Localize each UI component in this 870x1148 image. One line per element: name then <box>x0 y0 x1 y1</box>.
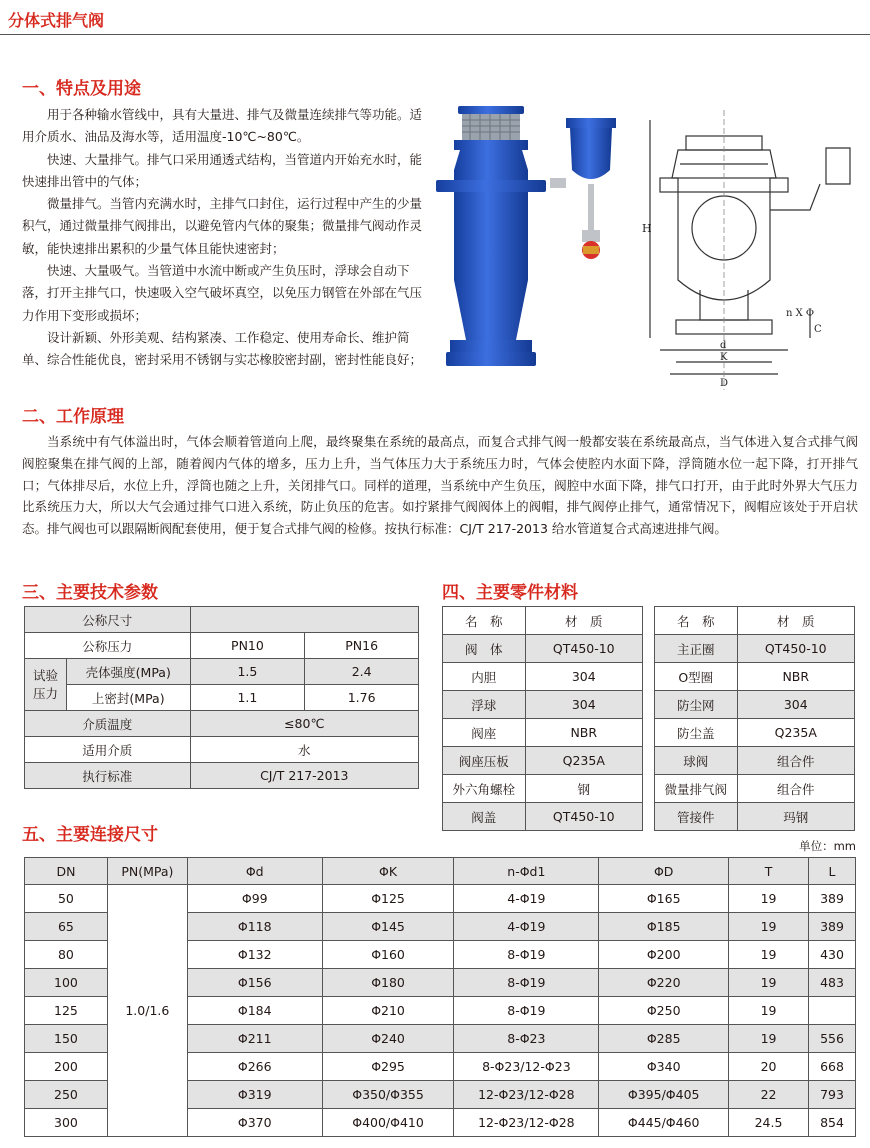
drawing-label-k: K <box>720 352 728 363</box>
table-row: 名 称 材 质 <box>655 607 855 635</box>
table-row: 300 Φ370 Φ400/Φ410 12-Φ23/12-Φ28 Φ445/Φ460 24.5 854 <box>25 1109 856 1137</box>
table-row: 上密封(MPa) 1.1 1.76 <box>25 685 419 711</box>
drawing-label-nxd: n X Φ <box>786 308 815 319</box>
title-divider <box>0 34 870 35</box>
table-row: 阀 体 QT450-10 <box>443 635 643 663</box>
table-row: 50 1.0/1.6 Φ99 Φ125 4-Φ19 Φ165 19 389 <box>25 885 856 913</box>
nominal-pressure-label: 公称压力 <box>25 633 191 659</box>
parts-table-right <box>654 606 855 831</box>
table-row: 主正圈 QT450-10 <box>655 635 855 663</box>
table-row: 外六角螺栓 钢 <box>443 775 643 803</box>
table-row: 微量排气阀 组合件 <box>655 775 855 803</box>
table-row: O型圈 NBR <box>655 663 855 691</box>
table-row: 公称压力 PN10 PN16 <box>25 633 419 659</box>
test-pressure-label: 试验压力 <box>25 659 67 711</box>
table-row: 250 Φ319 Φ350/Φ355 12-Φ23/12-Φ28 Φ395/Φ405 22 793 <box>25 1081 856 1109</box>
features-paragraph: 设计新颖、外形美观、结构紧凑、工作稳定、使用寿命长、维护简单、综合性能优良，密封采用不锈钢与实芯橡胶密封副，密封性能良好； <box>22 329 423 368</box>
drawing-label-h: H <box>642 222 652 235</box>
valve-photo <box>432 100 632 390</box>
drawing-label-D: D <box>720 378 729 389</box>
section-3-title: 三、主要技术参数 <box>22 583 158 603</box>
table-row: 80 Φ132 Φ160 8-Φ19 Φ200 19 430 <box>25 941 856 969</box>
features-paragraph: 微量排气。当管内充满水时，主排气口封住，运行过程中产生的少量积气，通过微量排气阀排出，以避免管内气体的聚集；微量排气阀动作灵敏，能快速排出累积的少量气体且能快速密封； <box>22 196 423 256</box>
section-4-title: 四、主要零件材料 <box>442 583 578 603</box>
table-row: 名 称 材 质 <box>443 607 643 635</box>
table-row <box>25 607 419 633</box>
table-row: 防尘网 304 <box>655 691 855 719</box>
table-row: 介质温度 ≤80℃ <box>25 711 419 737</box>
tech-params-table <box>24 606 419 789</box>
table-row: 内胆 304 <box>443 663 643 691</box>
parts-table-left <box>442 606 643 831</box>
features-paragraph: 快速、大量排气。排气口采用通透式结构，当管道内开始充水时，能快速排出管中的气体； <box>22 151 423 189</box>
principle-text: 当系统中有气体溢出时，气体会顺着管道向上爬，最终聚集在系统的最高点，而复合式排气阀一般都安装在系统最高点，当气体进入复合式排气阀阀腔聚集在排气阀的上部，随着阀内气体的增多，压力上升，当气体压力大于系统压力时，气体会使腔内水面下降，浮筒随水位一起下降，打开排气口；气体排尽后，水位上升，浮筒也随之上升，关闭排气口。同样的道理，当系统中产生负压，阀腔中水面下降，排气口打开，由于此时外界大气压力比系统压力大，所以大气会通过排气口进入系统，防止负压的危害。如拧紧排气阀阀体上的阀帽，排气阀停止排气，通常情况下，阀帽应该处于开启状态。排气阀也可以跟隔断阀配套使用，便于复合式排气阀的检修。按执行标准：CJ/T 217-2013 给水管道复合式高速进排气阀。 <box>22 434 858 537</box>
table-row: 200 Φ266 Φ295 8-Φ23/12-Φ23 Φ340 20 668 <box>25 1053 856 1081</box>
connection-dimensions-table <box>24 857 856 1137</box>
features-text <box>22 104 424 372</box>
table-row: 阀座 NBR <box>443 719 643 747</box>
table-row: 管接件 玛钢 <box>655 803 855 831</box>
table-header-row: DN PN(MPa) Φd ΦK n-Φd1 ΦD T L <box>25 858 856 885</box>
table-row: 125 Φ184 Φ210 8-Φ19 Φ250 19 <box>25 997 856 1025</box>
nominal-size-label: 公称尺寸 <box>25 607 191 633</box>
table-row: 阀盖 QT450-10 <box>443 803 643 831</box>
features-paragraph: 快速、大量吸气。当管道中水流中断或产生负压时，浮球会自动下落，打开主排气口，快速吸入空气破坏真空，以免压力钢管在外部在气压力作用下变形或损坏； <box>22 263 423 323</box>
unit-label: 单位：mm <box>799 839 856 853</box>
drawing-label-c: C <box>814 324 822 335</box>
table-row: 100 Φ156 Φ180 8-Φ19 Φ220 19 483 <box>25 969 856 997</box>
table-row: 65 Φ118 Φ145 4-Φ19 Φ185 19 389 <box>25 913 856 941</box>
valve-section-drawing <box>640 100 862 398</box>
section-2-title: 二、工作原理 <box>22 407 124 427</box>
table-row: 适用介质 水 <box>25 737 419 763</box>
section-5-title: 五、主要连接尺寸 <box>22 825 158 845</box>
features-paragraph: 用于各种输水管线中，具有大量进、排气及微量连续排气等功能。适用介质水、油品及海水等，适用温度-10℃~80℃。 <box>22 107 423 145</box>
page-title: 分体式排气阀 <box>8 11 105 30</box>
table-row: 防尘盖 Q235A <box>655 719 855 747</box>
table-row: 球阀 组合件 <box>655 747 855 775</box>
drawing-label-d: d <box>720 340 727 351</box>
table-row: 150 Φ211 Φ240 8-Φ23 Φ285 19 556 <box>25 1025 856 1053</box>
pn-value: 1.0/1.6 <box>107 885 187 1137</box>
table-row: 阀座压板 Q235A <box>443 747 643 775</box>
table-row: 浮球 304 <box>443 691 643 719</box>
table-row: 试验压力 壳体强度(MPa) 1.5 2.4 <box>25 659 419 685</box>
section-1-title: 一、特点及用途 <box>22 79 141 99</box>
table-row: 执行标准 CJ/T 217-2013 <box>25 763 419 789</box>
